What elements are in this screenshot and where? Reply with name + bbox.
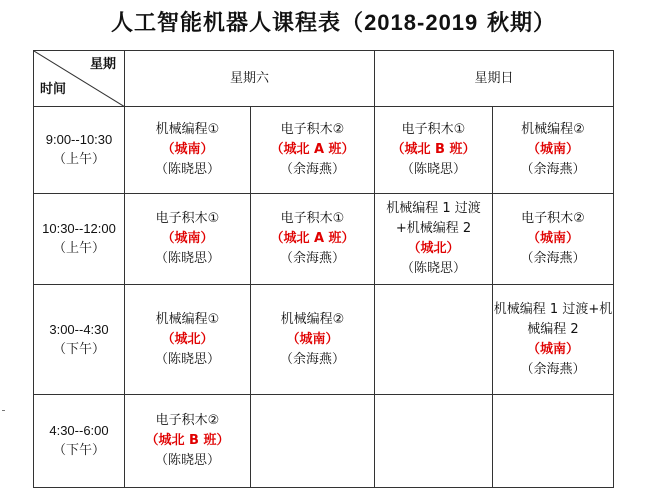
course-teacher: （余海燕） xyxy=(279,251,345,266)
course-location: （城北 A 班） xyxy=(270,231,355,246)
empty-cell xyxy=(375,395,493,488)
course-cell xyxy=(251,107,375,194)
course-teacher: （陈晓思） xyxy=(154,162,220,177)
course-location: （城南） xyxy=(161,142,214,157)
course-name: 机械编程 1 过渡+机 xyxy=(493,301,613,317)
time-slot-cell xyxy=(34,107,125,194)
course-location: （城南） xyxy=(526,231,579,246)
course-teacher: （陈晓思） xyxy=(154,453,220,468)
empty-cell xyxy=(375,285,493,395)
course-location: （城北） xyxy=(161,331,214,347)
corner-cell xyxy=(34,51,125,107)
page-title xyxy=(0,6,667,37)
course-location: （城南） xyxy=(526,142,579,157)
course-name: 机械编程② xyxy=(280,311,345,327)
course-location: （城北 A 班） xyxy=(270,142,355,157)
course-name: 机械编程① xyxy=(155,311,220,327)
course-name: 电子积木② xyxy=(155,413,220,428)
title-tail: 秋期） xyxy=(478,11,556,36)
saturday-header: 星期六 xyxy=(125,51,375,107)
course-teacher: （陈晓思） xyxy=(400,162,466,177)
course-name: 电子积木① xyxy=(155,211,220,226)
course-teacher: （余海燕） xyxy=(520,361,586,377)
time-period: （下午） xyxy=(52,443,105,458)
time-slot-cell xyxy=(34,194,125,285)
course-location: （城南） xyxy=(161,231,214,246)
course-location: （城北 B 班） xyxy=(391,142,476,157)
course-teacher: （余海燕） xyxy=(279,162,345,177)
time-range: 9:00--10:30 xyxy=(45,132,113,147)
empty-cell xyxy=(493,395,614,488)
title-year: 2018-2019 xyxy=(364,10,479,35)
course-name: 电子积木① xyxy=(280,211,345,226)
title-main: 人工智能机器人课程表（ xyxy=(111,11,365,36)
course-cell xyxy=(251,285,375,395)
course-location: （城南） xyxy=(286,331,339,347)
course-location: （城北 B 班） xyxy=(145,433,230,448)
course-cell xyxy=(493,285,614,395)
course-cell xyxy=(125,107,251,194)
sunday-header: 星期日 xyxy=(375,51,614,107)
weekday-header-label: 星期 xyxy=(89,57,116,72)
table-row xyxy=(34,285,614,395)
course-cell xyxy=(375,194,493,285)
course-teacher: （余海燕） xyxy=(520,162,586,177)
course-cell xyxy=(125,194,251,285)
course-name: 电子积木② xyxy=(280,122,345,137)
table-row xyxy=(34,107,614,194)
time-slot-cell xyxy=(34,285,125,395)
course-teacher: （陈晓思） xyxy=(400,261,466,276)
time-period: （上午） xyxy=(52,152,105,167)
time-range: 3:00--4:30 xyxy=(49,321,109,337)
schedule-table xyxy=(33,50,614,488)
course-name: 电子积木① xyxy=(401,122,466,137)
time-period: （下午） xyxy=(52,341,105,357)
time-range: 4:30--6:00 xyxy=(49,423,109,438)
course-cell xyxy=(493,194,614,285)
course-location: （城北） xyxy=(407,241,460,256)
course-name: 机械编程① xyxy=(155,122,220,137)
course-teacher: （陈晓思） xyxy=(154,351,220,367)
course-location: （城南） xyxy=(526,341,579,357)
table-row xyxy=(34,194,614,285)
course-cell xyxy=(493,107,614,194)
course-name-cont: +机械编程 2 xyxy=(395,221,472,236)
empty-cell xyxy=(251,395,375,488)
time-period: （上午） xyxy=(52,241,105,256)
table-row xyxy=(34,395,614,488)
margin-mark xyxy=(2,410,5,411)
time-range: 10:30--12:00 xyxy=(42,221,116,236)
course-teacher: （陈晓思） xyxy=(154,251,220,266)
course-name-cont: 械编程 2 xyxy=(527,321,579,337)
course-cell xyxy=(125,395,251,488)
time-slot-cell xyxy=(34,395,125,488)
course-name: 电子积木② xyxy=(521,211,585,226)
course-teacher: （余海燕） xyxy=(520,251,586,266)
course-cell xyxy=(375,107,493,194)
course-name: 机械编程② xyxy=(521,122,585,137)
time-header-label: 时间 xyxy=(40,82,67,97)
course-cell xyxy=(251,194,375,285)
course-teacher: （余海燕） xyxy=(279,351,345,367)
header-row xyxy=(34,51,614,107)
course-cell xyxy=(125,285,251,395)
course-name: 机械编程 1 过渡 xyxy=(386,201,481,216)
